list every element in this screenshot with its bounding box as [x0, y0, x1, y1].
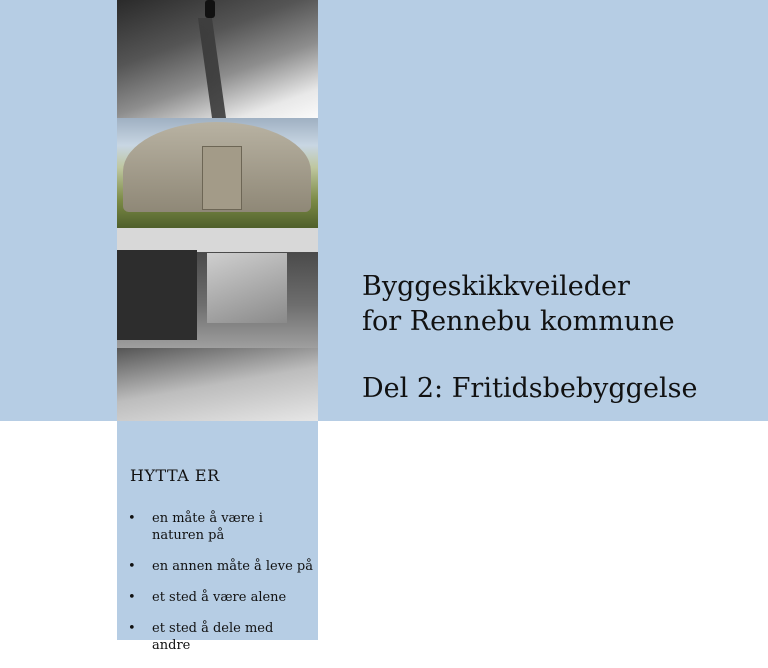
- bullet-icon: •: [128, 559, 136, 574]
- list-item: • et sted å være alene: [128, 590, 287, 605]
- document-title-line2: for Rennebu kommune: [362, 306, 675, 337]
- people-on-terrace-photo: [117, 228, 318, 421]
- boat-hull-hut-photo: [117, 118, 318, 228]
- beach-footprints-photo: [117, 0, 318, 118]
- document-title-line1: Byggeskikkveileder: [362, 271, 630, 302]
- awning: [117, 228, 318, 252]
- hut-door: [202, 146, 242, 210]
- footprint-trail: [198, 18, 226, 118]
- list-item: • en annen måte å leve på: [128, 559, 313, 574]
- sidebar-heading: HYTTA ER: [130, 466, 220, 485]
- bullet-icon: •: [128, 590, 136, 605]
- wooden-deck: [117, 348, 318, 421]
- list-item: • en måte å være i naturen på: [128, 511, 263, 543]
- sidebar-bullet-list: [128, 510, 313, 668]
- list-item: • et sted å dele med andre: [128, 621, 274, 653]
- bullet-icon: •: [128, 511, 136, 526]
- document-subtitle: Del 2: Fritidsbebyggelse: [362, 373, 698, 404]
- cabin-wall: [117, 250, 197, 340]
- bullet-icon: •: [128, 621, 136, 636]
- dog-silhouette: [205, 0, 215, 18]
- sand-dune: [207, 253, 287, 323]
